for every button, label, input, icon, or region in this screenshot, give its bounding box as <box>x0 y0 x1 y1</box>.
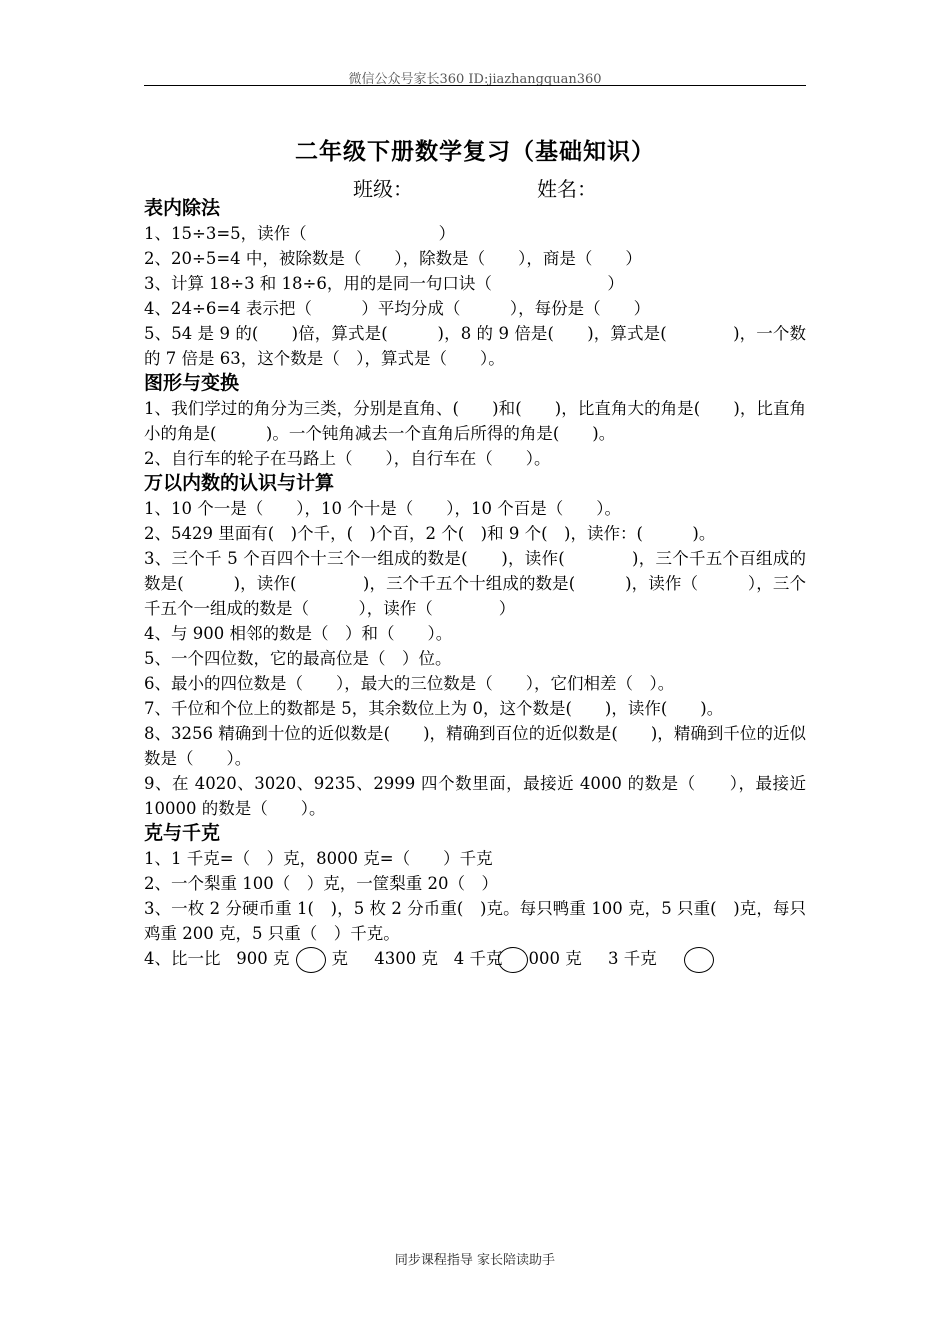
compare-item2-right: 000 克 <box>528 949 582 968</box>
question-line: 5、54 是 9 的( )倍，算式是( )，8 的 9 倍是( )，算式是( )，一个数的 7 倍是 63，这个数是（ ），算式是（ ）。 <box>144 324 806 368</box>
compare-circle-3[interactable] <box>684 947 714 973</box>
class-label: 班级： <box>353 177 413 201</box>
question-line: 1、1 千克=（ ）克，8000 克=（ ）千克 <box>144 849 493 868</box>
page-title: 二年级下册数学复习（基础知识） <box>295 138 655 165</box>
question-line: 1、我们学过的角分为三类，分别是直角、( )和( )，比直角大的角是( )，比直角小的角是( )。一个钝角减去一个直角后所得的角是( )。 <box>144 399 806 443</box>
question-line: 2、20÷5=4 中，被除数是（ ），除数是（ ），商是（ ） <box>144 249 642 268</box>
name-label: 姓名： <box>537 177 597 201</box>
question-line: 7、千位和个位上的数都是 5，其余数位上为 0，这个数是( )，读作( )。 <box>144 699 724 718</box>
question-line: 5、一个四位数，它的最高位是（ ）位。 <box>144 649 452 668</box>
question-line: 2、自行车的轮子在马路上（ ），自行车在（ ）。 <box>144 449 551 468</box>
question-line: 2、5429 里面有( )个千，( )个百，2 个( )和 9 个( )，读作：( )。 <box>144 524 716 543</box>
section-heading-weight: 克与千克 <box>144 822 221 844</box>
question-line: 3、一枚 2 分硬币重 1( )，5 枚 2 分币重( )克。每只鸭重 100 克，5 只重( )克，每只鸡重 200 克，5 只重（ ）千克。 <box>144 899 806 943</box>
compare-item2-left: 4300 克 <box>374 949 438 968</box>
compare-question <box>144 946 806 973</box>
section-heading-division: 表内除法 <box>144 197 221 219</box>
question-line: 1、15÷3=5，读作（ ） <box>144 224 456 243</box>
header-divider <box>144 85 806 86</box>
worksheet-body <box>144 196 806 973</box>
question-line: 8、3256 精确到十位的近似数是( )，精确到百位的近似数是( )，精确到千位的近似数是（ ）。 <box>144 724 806 768</box>
question-line: 9、在 4020、3020、9235、2999 四个数里面，最接近 4000 的数是（ ），最接近 10000 的数是（ ）。 <box>144 774 806 818</box>
question-line: 1、10 个一是（ ），10 个十是（ ），10 个百是（ ）。 <box>144 499 621 518</box>
question-line: 4、与 900 相邻的数是（ ）和（ ）。 <box>144 624 453 643</box>
question-line: 3、计算 18÷3 和 18÷6，用的是同一句口诀（ ） <box>144 274 624 293</box>
compare-item1-left: 900 克 <box>236 949 290 968</box>
page-footer: 同步课程指导 家长陪读助手 <box>394 1253 556 1268</box>
compare-prefix: 4、比一比 <box>144 949 221 968</box>
compare-item2-mid: 4 千克 <box>453 949 503 968</box>
compare-circle-1[interactable] <box>296 947 326 973</box>
section-heading-numbers: 万以内数的认识与计算 <box>144 472 335 494</box>
compare-circle-2[interactable] <box>498 947 528 973</box>
question-line: 6、最小的四位数是（ ），最大的三位数是（ ），它们相差（ ）。 <box>144 674 675 693</box>
compare-item3-left: 3 千克 <box>607 949 657 968</box>
compare-item1-right: 克 <box>331 949 348 968</box>
question-line: 2、一个梨重 100（ ）克，一筐梨重 20（ ） <box>144 874 498 893</box>
question-line: 4、24÷6=4 表示把（ ）平均分成（ ），每份是（ ） <box>144 299 651 318</box>
page-header: 微信公众号家长360 ID:jiazhangquan360 <box>348 72 602 87</box>
question-line: 3、三个千 5 个百四个十三个一组成的数是( )，读作( )，三个千五个百组成的数是( )，读作( )，三个千五个十组成的数是( )，读作（ ），三个千五个一组成的数是（ ），读作（ ） <box>144 549 806 618</box>
section-heading-shapes: 图形与变换 <box>144 372 240 394</box>
